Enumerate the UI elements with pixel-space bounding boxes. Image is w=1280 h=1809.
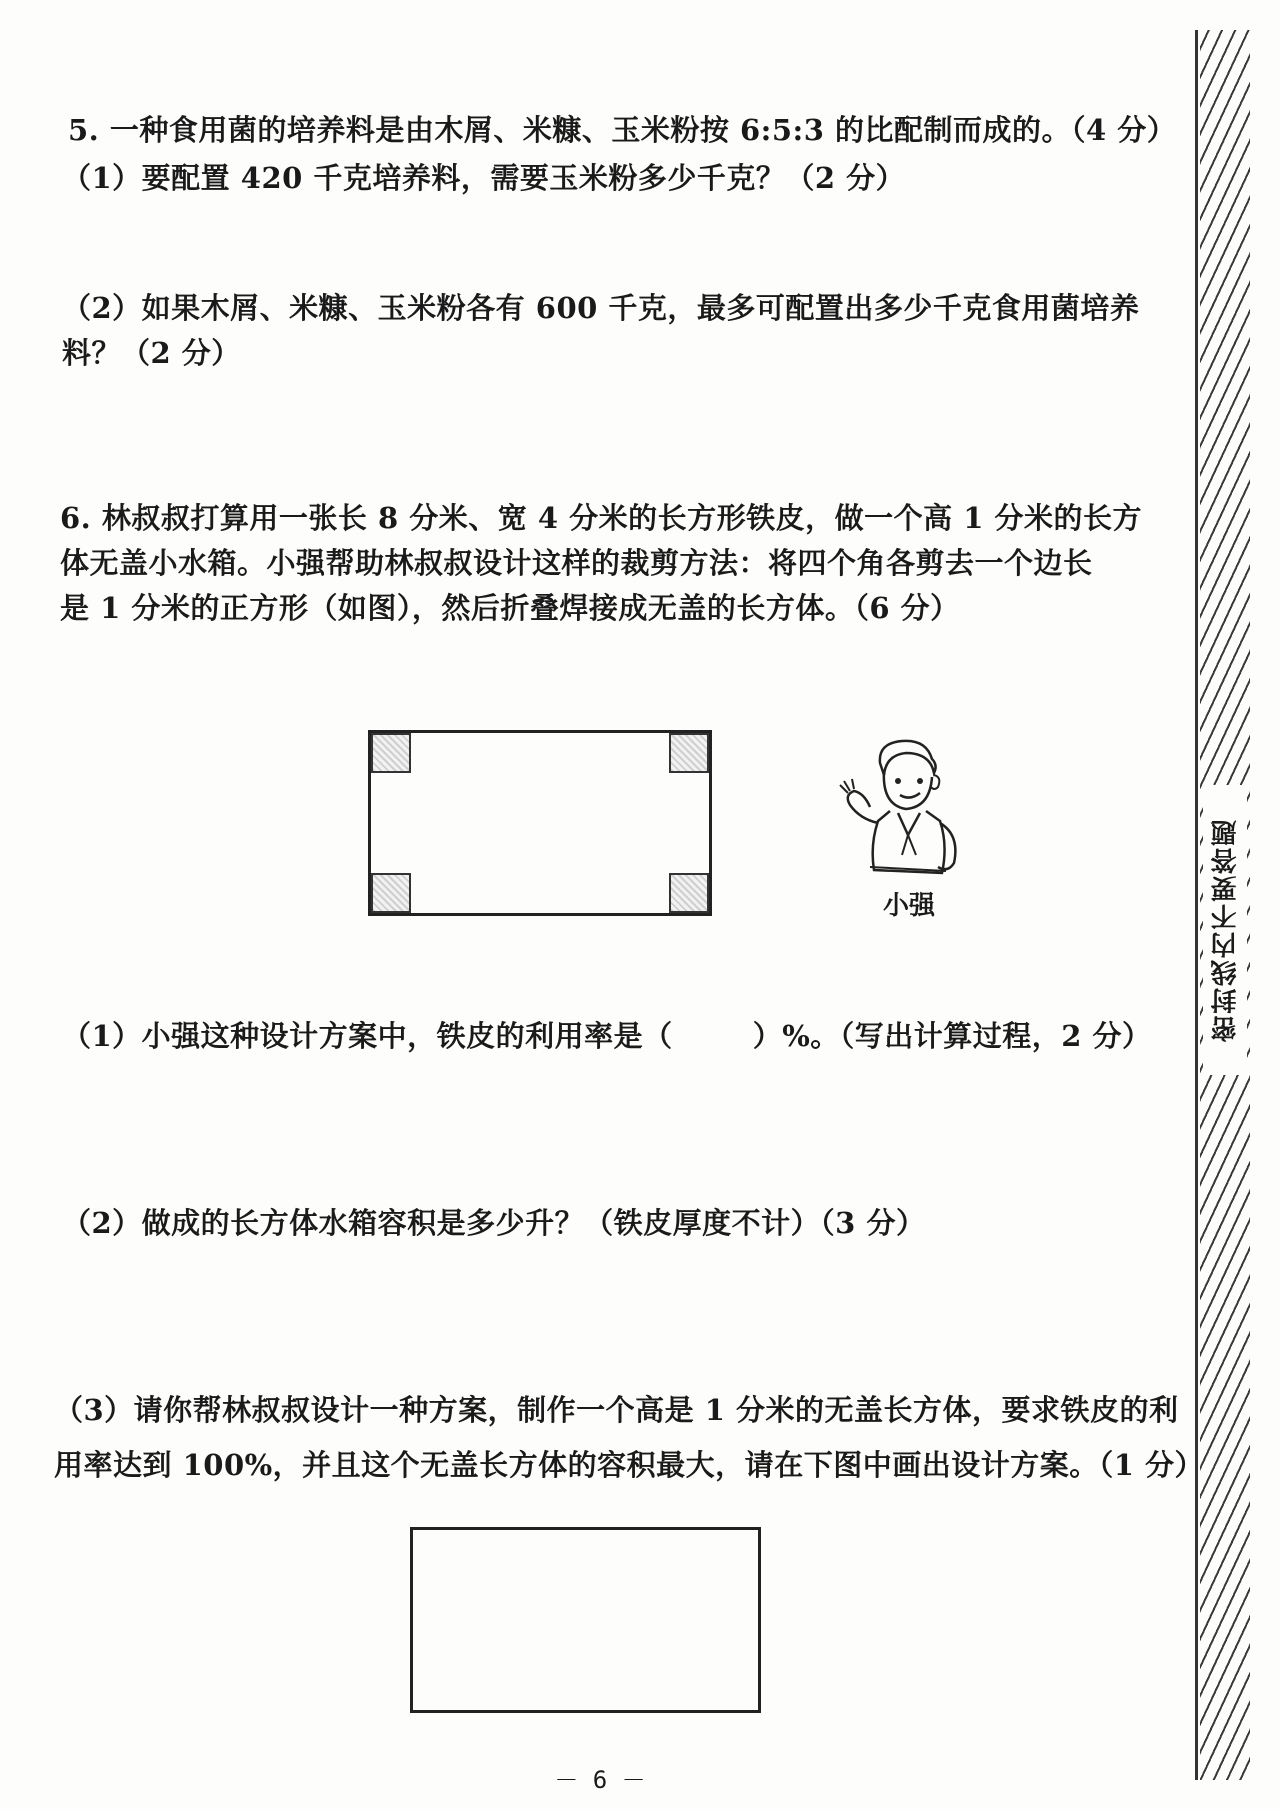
- iron-sheet-figure: [368, 730, 712, 916]
- design-drawing-box[interactable]: [410, 1527, 761, 1713]
- cut-corner-bottom-left: [371, 873, 411, 913]
- seal-line: [1195, 30, 1198, 1780]
- q6-stem-line2: 体无盖小水箱。小强帮助林叔叔设计这样的裁剪方法：将四个角各剪去一个边长: [60, 546, 1093, 580]
- iron-sheet-rectangle: [368, 730, 712, 916]
- q5-stem: 5. 一种食用菌的培养料是由木屑、米糠、玉米粉按 6:5:3 的比配制而成的。（4 分）: [68, 113, 1177, 147]
- q6-sub1-part1: （1）小强这种设计方案中，铁皮的利用率是（: [62, 1019, 673, 1053]
- q5-sub2-line1: （2）如果木屑、米糠、玉米粉各有 600 千克，最多可配置出多少千克食用菌培养: [62, 291, 1140, 325]
- q6-stem-line1: 6. 林叔叔打算用一张长 8 分米、宽 4 分米的长方形铁皮，做一个高 1 分米的长方: [60, 501, 1142, 535]
- q6-stem-line3: 是 1 分米的正方形（如图），然后折叠焊接成无盖的长方体。（6 分）: [60, 591, 960, 625]
- q6-sub1-part2: ）%。（写出计算过程，2 分）: [752, 1019, 1152, 1053]
- q6-sub1: [62, 1016, 1152, 1056]
- q6-sub3-line2: 用率达到 100%，并且这个无盖长方体的容积最大，请在下图中画出设计方案。（1 分）: [54, 1448, 1204, 1482]
- q5-sub1: （1）要配置 420 千克培养料，需要玉米粉多少千克？（2 分）: [62, 161, 906, 195]
- q5-sub2-line2: 料？（2 分）: [62, 336, 241, 370]
- cut-corner-top-left: [371, 733, 411, 773]
- q6-sub3-line1: （3）请你帮林叔叔设计一种方案，制作一个高是 1 分米的无盖长方体，要求铁皮的利: [54, 1393, 1179, 1427]
- cut-corner-top-right: [669, 733, 709, 773]
- cut-corner-bottom-right: [669, 873, 709, 913]
- figure-caption: 小强: [883, 891, 936, 921]
- page-number: － 6 －: [554, 1766, 646, 1794]
- boy-illustration: [830, 735, 980, 900]
- seal-line-notice: [1203, 785, 1247, 1075]
- seal-line-notice-text: 密封线内不要答题: [1210, 818, 1241, 1042]
- q6-sub2: （2）做成的长方体水箱容积是多少升？（铁皮厚度不计）（3 分）: [62, 1206, 926, 1240]
